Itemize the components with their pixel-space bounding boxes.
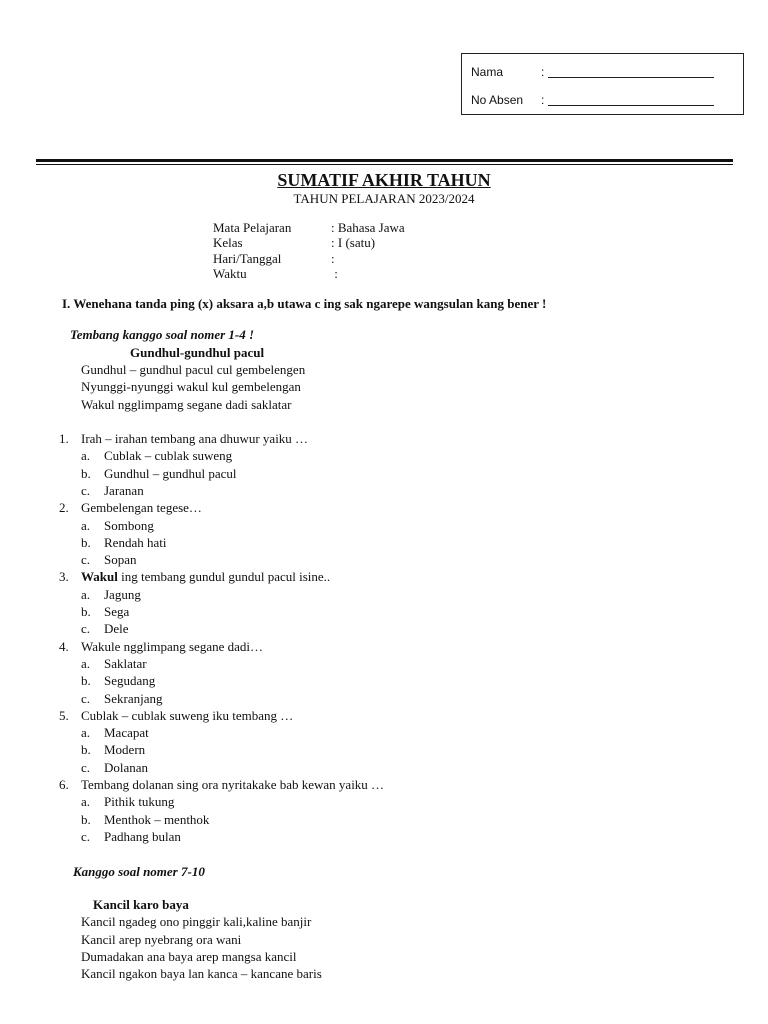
passage1-intro: Tembang kanggo soal nomer 1-4 ! bbox=[70, 327, 255, 342]
answer-option[interactable] bbox=[81, 742, 145, 758]
answer-option[interactable] bbox=[81, 794, 174, 810]
name-label: Nama bbox=[471, 65, 504, 79]
passage1-line: Wakul ngglimpamg segane dadi saklatar bbox=[81, 397, 292, 412]
name-field[interactable] bbox=[548, 65, 714, 78]
info-key: Hari/Tanggal bbox=[213, 251, 282, 266]
option-text: Sopan bbox=[104, 552, 137, 568]
option-letter: c. bbox=[81, 690, 91, 706]
answer-option[interactable] bbox=[81, 552, 137, 568]
option-letter: a. bbox=[81, 586, 91, 602]
page-subtitle: TAHUN PELAJARAN 2023/2024 bbox=[293, 191, 475, 206]
option-letter: b. bbox=[81, 534, 91, 550]
option-letter: b. bbox=[81, 811, 91, 827]
answer-option[interactable] bbox=[81, 812, 209, 828]
absen-row bbox=[471, 93, 714, 107]
option-letter: c. bbox=[81, 552, 91, 568]
answer-option[interactable] bbox=[81, 673, 155, 689]
question-number: 2. bbox=[59, 500, 69, 516]
option-letter: c. bbox=[81, 759, 91, 775]
answer-option[interactable] bbox=[81, 829, 181, 845]
absen-separator: : bbox=[541, 93, 545, 107]
question bbox=[59, 639, 263, 655]
passage1-title: Gundhul-gundhul pacul bbox=[130, 345, 265, 360]
question-text: ing tembang gundul gundul pacul isine.. bbox=[117, 569, 331, 585]
question-text: Cublak – cublak suweng iku tembang … bbox=[81, 707, 294, 723]
option-text: Cublak – cublak suweng bbox=[104, 448, 233, 464]
page-title: SUMATIF AKHIR TAHUN bbox=[277, 170, 491, 190]
option-text: Saklatar bbox=[104, 655, 147, 671]
header-rule-thick bbox=[36, 159, 733, 162]
option-text: Gundhul – gundhul pacul bbox=[104, 465, 237, 481]
student-info-box bbox=[461, 53, 744, 115]
answer-option[interactable] bbox=[81, 691, 162, 707]
option-text: Sega bbox=[104, 604, 130, 619]
passage2-line: Dumadakan ana baya arep mangsa kancil bbox=[81, 949, 297, 964]
option-letter: a. bbox=[81, 725, 91, 741]
option-letter: c. bbox=[81, 828, 91, 844]
option-letter: c. bbox=[81, 482, 91, 498]
section-instruction bbox=[62, 296, 546, 312]
option-letter: a. bbox=[81, 655, 91, 671]
info-key: Waktu bbox=[213, 266, 247, 281]
passage2-line: Kancil arep nyebrang ora wani bbox=[81, 932, 242, 947]
passage2-title: Kancil karo baya bbox=[93, 897, 189, 912]
option-text: Rendah hati bbox=[104, 534, 167, 550]
info-row-class bbox=[213, 235, 375, 251]
question bbox=[59, 569, 330, 585]
passage2-line: Kancil ngadeg ono pinggir kali,kaline banjir bbox=[81, 914, 312, 929]
option-text: Pithik tukung bbox=[104, 794, 175, 810]
question-text: Wakule ngglimpang segane dadi… bbox=[81, 638, 263, 654]
question bbox=[59, 431, 308, 447]
answer-option[interactable] bbox=[81, 604, 129, 620]
question-number: 6. bbox=[59, 777, 69, 792]
info-value: : bbox=[331, 251, 335, 266]
passage2-line: Kancil ngakon baya lan kanca – kancane baris bbox=[81, 966, 322, 981]
question bbox=[59, 500, 202, 516]
answer-option[interactable] bbox=[81, 518, 154, 534]
option-text: Jaranan bbox=[104, 482, 144, 498]
question bbox=[59, 777, 384, 793]
answer-option[interactable] bbox=[81, 621, 129, 637]
answer-option[interactable] bbox=[81, 725, 149, 741]
answer-option[interactable] bbox=[81, 483, 144, 499]
info-value: : Bahasa Jawa bbox=[331, 220, 405, 235]
option-text: Dolanan bbox=[104, 759, 149, 775]
info-value: : bbox=[331, 266, 338, 281]
question bbox=[59, 708, 293, 724]
info-row-subject bbox=[213, 220, 405, 236]
option-letter: c. bbox=[81, 621, 91, 637]
answer-option[interactable] bbox=[81, 760, 148, 776]
answer-option[interactable] bbox=[81, 448, 232, 464]
header-rule-thin bbox=[36, 164, 733, 165]
answer-option[interactable] bbox=[81, 466, 237, 482]
question-keyword: Wakul bbox=[81, 569, 118, 585]
instruction-text: Wenehana tanda ping (x) aksara a,b utawa c ing sak ngarepe wangsulan kang bener ! bbox=[73, 296, 547, 311]
absen-field[interactable] bbox=[548, 93, 714, 106]
answer-option[interactable] bbox=[81, 587, 141, 603]
option-letter: b. bbox=[81, 604, 91, 619]
passage2-intro: Kanggo soal nomer 7-10 bbox=[73, 864, 205, 879]
name-separator: : bbox=[541, 65, 545, 79]
option-letter: a. bbox=[81, 794, 91, 810]
answer-option[interactable] bbox=[81, 535, 166, 551]
option-text: Macapat bbox=[104, 725, 149, 741]
passage1-line: Nyunggi-nyunggi wakul kul gembelengan bbox=[81, 379, 301, 394]
option-text: Dele bbox=[104, 621, 129, 637]
option-text: Jagung bbox=[104, 586, 141, 602]
option-letter: b. bbox=[81, 465, 91, 481]
question-number: 4. bbox=[59, 638, 69, 654]
question-text: Gembelengan tegese… bbox=[81, 500, 202, 516]
name-row bbox=[471, 65, 714, 79]
answer-option[interactable] bbox=[81, 656, 147, 672]
option-letter: a. bbox=[81, 448, 91, 464]
option-text: Sekranjang bbox=[104, 690, 163, 706]
info-row-time bbox=[213, 266, 338, 282]
section-numeral: I. bbox=[62, 296, 71, 311]
question-number: 1. bbox=[59, 431, 69, 446]
info-key: Kelas bbox=[213, 235, 243, 250]
question-text: Irah – irahan tembang ana dhuwur yaiku … bbox=[81, 431, 309, 446]
question-text: Tembang dolanan sing ora nyritakake bab kewan yaiku … bbox=[81, 777, 385, 792]
info-value: : I (satu) bbox=[331, 235, 376, 250]
option-letter: a. bbox=[81, 517, 91, 533]
info-key: Mata Pelajaran bbox=[213, 220, 292, 235]
info-row-date bbox=[213, 251, 335, 267]
absen-label: No Absen bbox=[471, 93, 524, 107]
question-number: 3. bbox=[59, 569, 69, 585]
option-text: Segudang bbox=[104, 673, 156, 689]
option-text: Padhang bulan bbox=[104, 828, 181, 844]
question-number: 5. bbox=[59, 707, 69, 723]
option-text: Menthok – menthok bbox=[104, 811, 210, 827]
option-letter: b. bbox=[81, 673, 91, 689]
passage1-line: Gundhul – gundhul pacul cul gembelengen bbox=[81, 362, 306, 377]
option-text: Modern bbox=[104, 742, 146, 758]
option-text: Sombong bbox=[104, 517, 154, 533]
option-letter: b. bbox=[81, 742, 91, 758]
